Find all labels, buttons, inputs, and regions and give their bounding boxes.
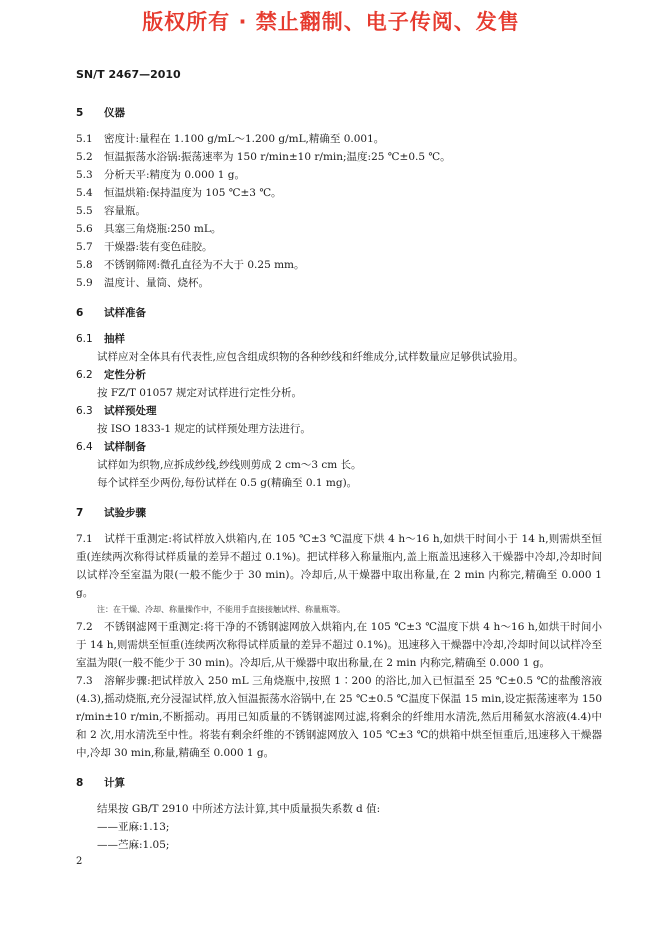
subsection-6-3-heading: 6.3 试样预处理 xyxy=(76,405,157,417)
item-5-5: 5.5 容量瓶。 xyxy=(76,205,146,217)
item-5-7: 5.7 干燥器:装有变色硅胶。 xyxy=(76,241,213,253)
item-5-6: 5.6 具塞三角烧瓶:250 mL。 xyxy=(76,223,222,235)
section-8-intro: 结果按 GB/T 2910 中所述方法计算,其中质量损失系数 d 值: xyxy=(97,803,381,815)
section-7-heading: 7 试验步骤 xyxy=(76,507,146,519)
subsection-6-4-line-1: 试样如为织物,应拆成纱线,纱线则剪成 2 cm～3 cm 长。 xyxy=(97,459,362,471)
subsection-7-1: 7.1 试样干重测定:将试样放入烘箱内,在 105 ℃±3 ℃温度下烘 4 h～16 h,如烘干时间小于 14 h,则需烘至恒重(连续两次称得试样质量的差异不超过 0.1%)。把试样移入称量瓶内,盖上瓶盖迅速移入干燥器中冷却,冷却时间以试样冷至室温为限(一般不能少于 30 min)。冷却后,从干燥器中取出称量,在 2 min 内称完,精确至 0.000 1 g。 xyxy=(76,533,602,599)
coefficient-ramie: ——苎麻:1.05; xyxy=(97,839,170,851)
note-7-1: 注：在干燥、冷却、称量操作中，不能用手直接接触试样、称量瓶等。 xyxy=(97,605,345,614)
subsection-6-1-text: 试样应对全体具有代表性,应包含组成织物的各种纱线和纤维成分,试样数量应足够供试验用。 xyxy=(97,351,524,363)
item-5-8: 5.8 不锈钢筛网:微孔直径为不大于 0.25 mm。 xyxy=(76,259,305,271)
item-5-4: 5.4 恒温烘箱:保持温度为 105 ℃±3 ℃。 xyxy=(76,187,282,199)
item-5-3: 5.3 分析天平:精度为 0.000 1 g。 xyxy=(76,169,246,181)
standard-number: SN/T 2467—2010 xyxy=(76,68,181,81)
item-5-1: 5.1 密度计:量程在 1.100 g/mL～1.200 g/mL,精确至 0.001。 xyxy=(76,133,385,145)
subsection-6-1-heading: 6.1 抽样 xyxy=(76,333,125,345)
subsection-7-3: 7.3 溶解步骤:把试样放入 250 mL 三角烧瓶中,按照 1∶200 的浴比,加入已恒温至 25 ℃±0.5 ℃的盐酸溶液(4.3),摇动烧瓶,充分浸湿试样,放入恒温振荡水浴锅中,在 25 ℃±0.5 ℃温度下保温 15 min,设定振荡速率为 150 r/min±10 r/min,不断摇动。再用已知质量的不锈钢滤网过滤,将剩余的纤维用水清洗,然后用稀氨水溶液(4.4)中和 2 次,用水清洗至中性。将装有剩余纤维的不锈钢滤网放入 105 ℃±3 ℃的烘箱中烘至恒重后,迅速移入干燥器中,冷却 30 min,称量,精确至 0.000 1 g。 xyxy=(76,675,602,759)
item-5-9: 5.9 温度计、量筒、烧杯。 xyxy=(76,277,209,289)
subsection-7-2: 7.2 不锈钢滤网干重测定:将干净的不锈钢滤网放入烘箱内,在 105 ℃±3 ℃温度下烘 4 h～16 h,如烘干时间小于 14 h,则需烘至恒重(连续两次称得试样质量的差异不超过 0.1%)。迅速移入干燥器中冷却,冷却时间以试样冷至室温为限(一般不能少于 30 min)。冷却后,从干燥器中取出称量,在 2 min 内称完,精确至 0.000 1 g。 xyxy=(76,621,602,669)
document-body xyxy=(76,104,602,854)
section-5-heading: 5 仪器 xyxy=(76,107,125,119)
subsection-6-4-heading: 6.4 试样制备 xyxy=(76,441,146,453)
section-8-heading: 8 计算 xyxy=(76,777,125,789)
page-number: 2 xyxy=(76,856,83,867)
subsection-6-2-text: 按 FZ/T 01057 规定对试样进行定性分析。 xyxy=(97,387,303,399)
item-5-2: 5.2 恒温振荡水浴锅:振荡速率为 150 r/min±10 r/min;温度:25 ℃±0.5 ℃。 xyxy=(76,151,451,163)
subsection-6-4-line-2: 每个试样至少两份,每份试样在 0.5 g(精确至 0.1 mg)。 xyxy=(97,477,358,489)
subsection-6-2-heading: 6.2 定性分析 xyxy=(76,369,146,381)
subsection-6-3-text: 按 ISO 1833-1 规定的试样预处理方法进行。 xyxy=(97,423,311,435)
copyright-banner: 版权所有 · 禁止翻制、电子传阅、发售 xyxy=(142,10,520,34)
coefficient-flax: ——亚麻:1.13; xyxy=(97,821,170,833)
section-6-heading: 6 试样准备 xyxy=(76,307,146,319)
